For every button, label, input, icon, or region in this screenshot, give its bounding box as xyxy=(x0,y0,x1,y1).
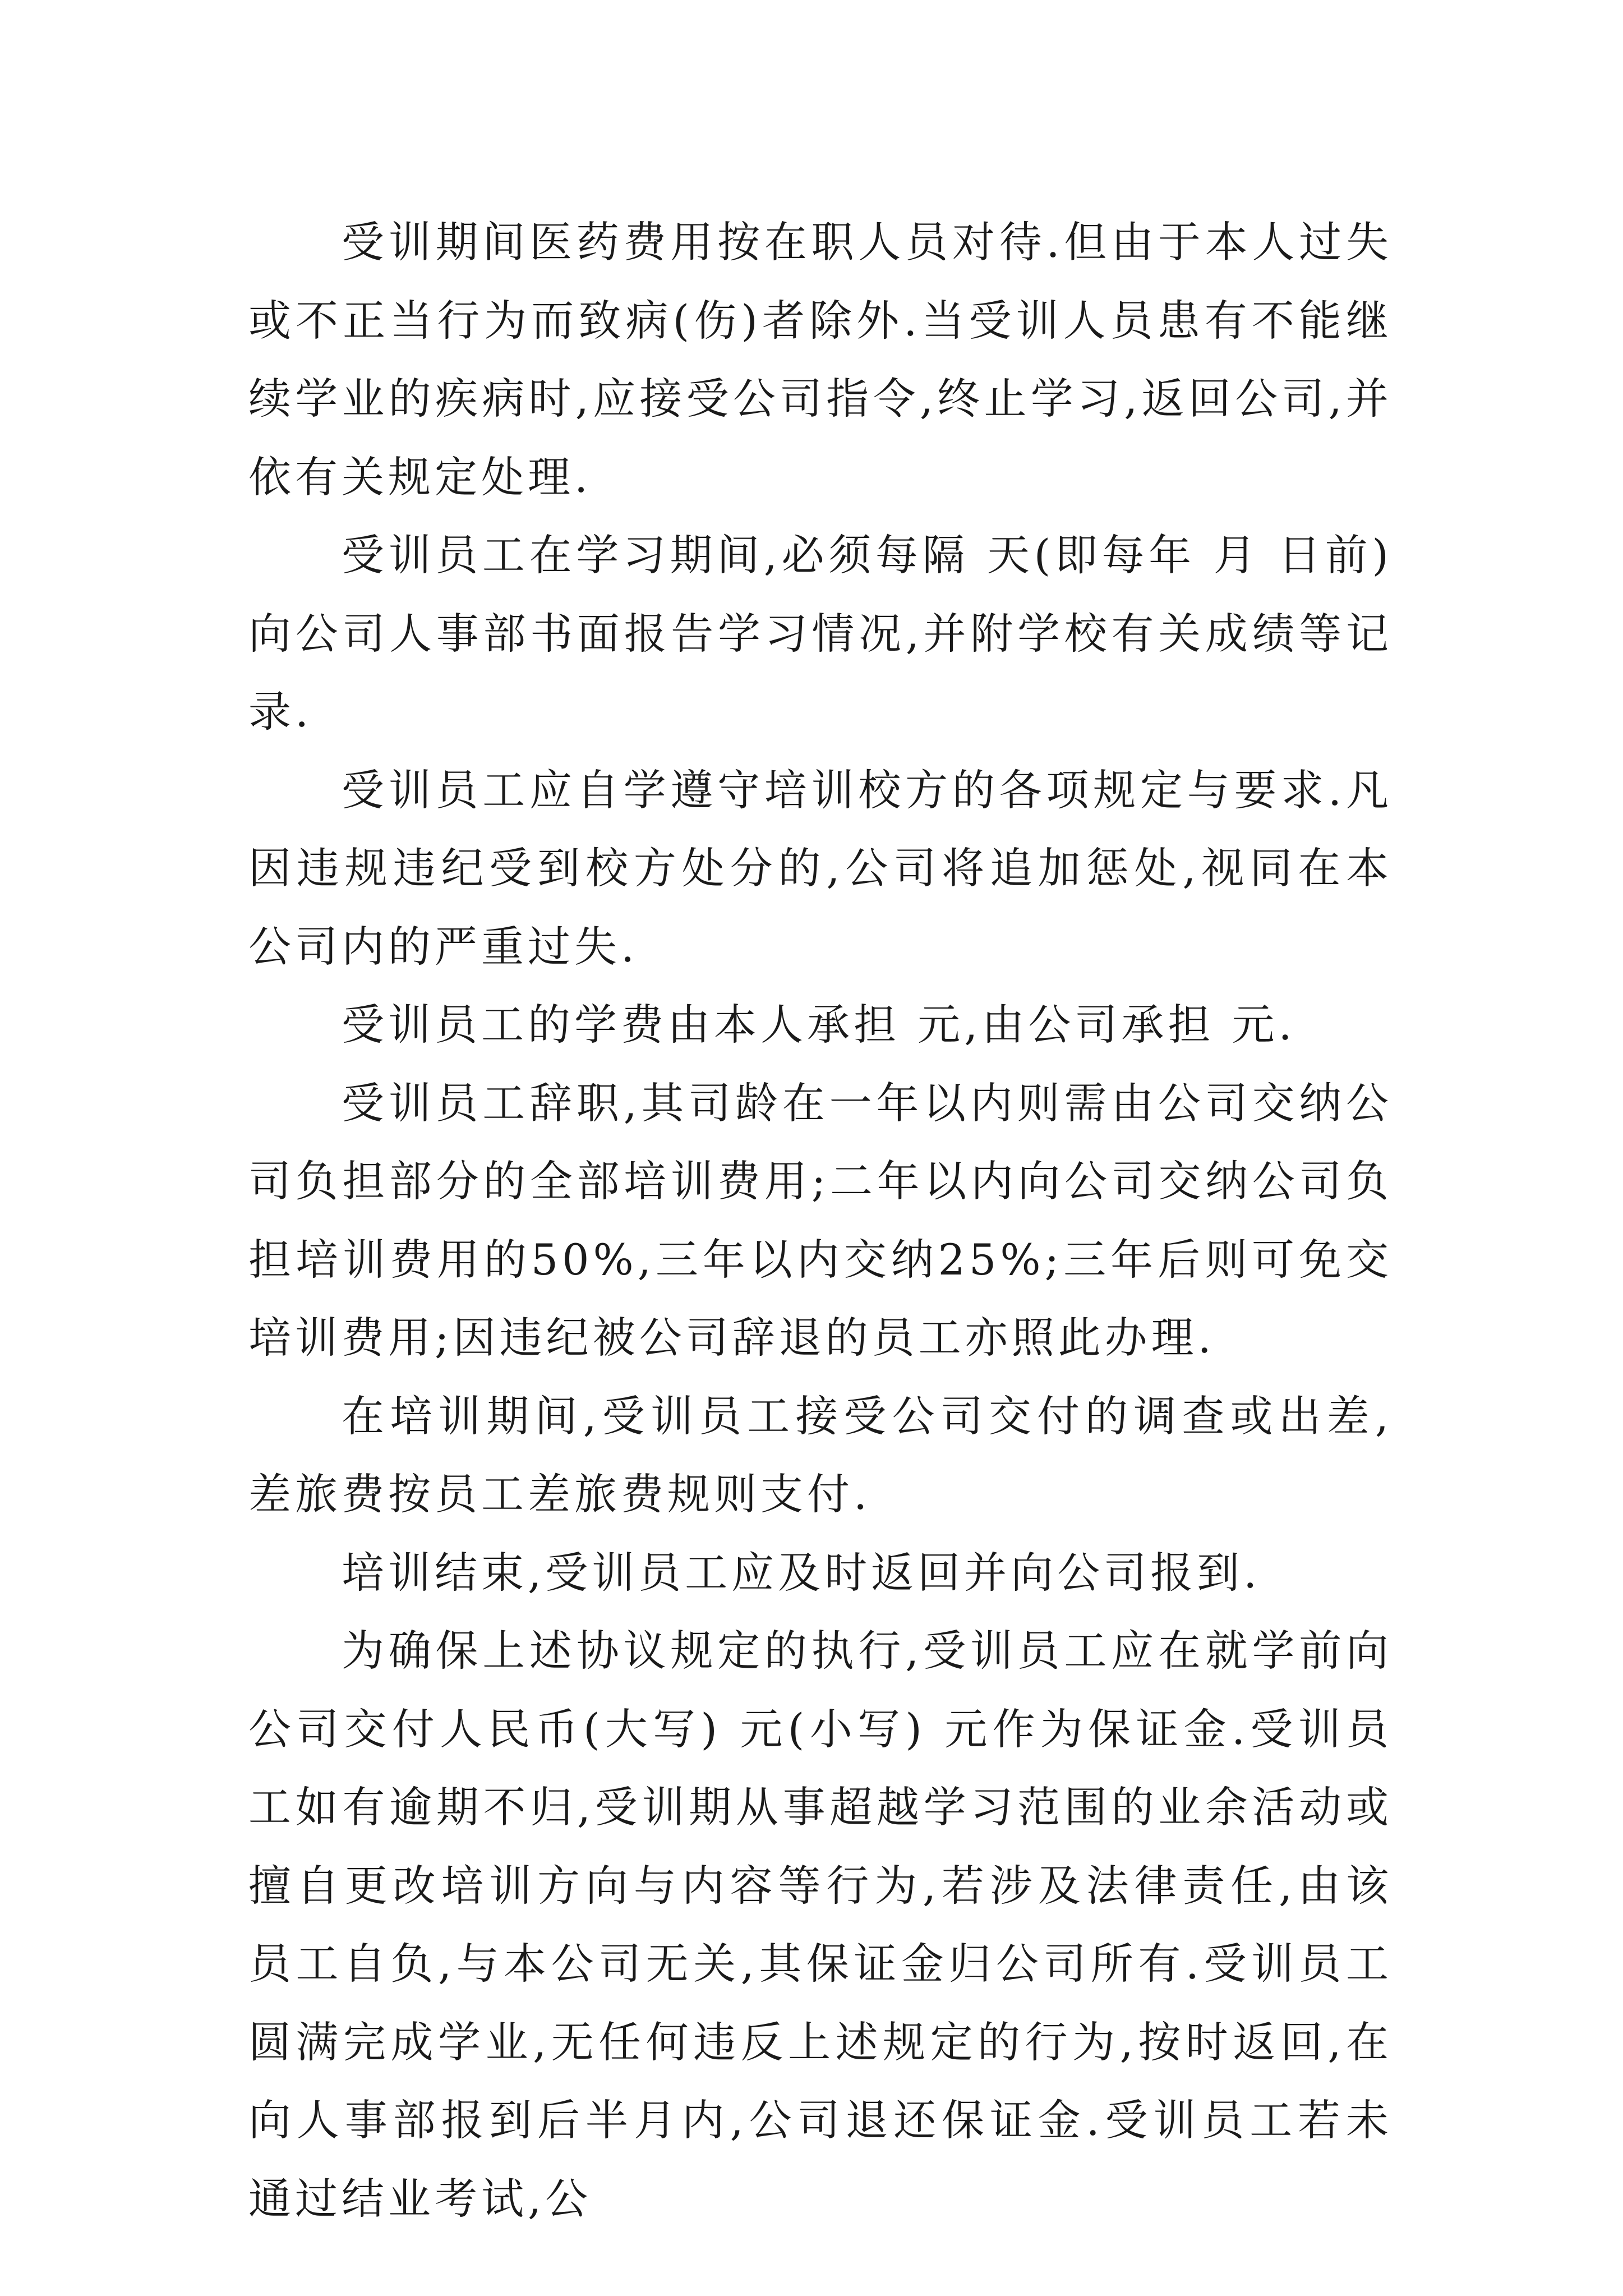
paragraph-tuition-split: 受训员工的学费由本人承担 元,由公司承担 元. xyxy=(342,1000,1296,1050)
paragraph-school-rules: 受训员工应自学遵守培训校方的各项规定与要求.凡因违规违纪受到校方处分的,公司将追加惩处,视同在本公司内的严重过失. xyxy=(248,765,1393,972)
paragraph-business-travel: 在培训期间,受训员工接受公司交付的调查或出差,差旅费按员工差旅费规则支付. xyxy=(248,1391,1393,1519)
paragraph-deposit: 为确保上述协议规定的执行,受训员工应在就学前向公司交付人民币(大写) 元(小写) 元作为保证金.受训员工如有逾期不归,受训期从事超越学习范围的业余活动或擅自更改培训方向与内容等行为,若涉及法律责任,由该员工自负,与本公司无关,其保证金归公司所有.受训员工圆满完成学业,无任何违反上述规定的行为,按时返回,在向人事部报到后半月内,公司退还保证金.受训员工若未通过结业考试,公 xyxy=(248,1626,1393,2224)
document-body xyxy=(248,203,1393,2238)
paragraph-return-report: 培训结束,受训员工应及时返回并向公司报到. xyxy=(342,1547,1261,1598)
paragraph-medical-expenses: 受训期间医药费用按在职人员对待.但由于本人过失或不正当行为而致病(伤)者除外.当受训人员患有不能继续学业的疾病时,应接受公司指令,终止学习,返回公司,并依有关规定处理. xyxy=(248,217,1393,502)
paragraph-resignation-refund: 受训员工辞职,其司龄在一年以内则需由公司交纳公司负担部分的全部培训费用;二年以内向公司交纳公司负担培训费用的50%,三年以内交纳25%;三年后则可免交培训费用;因违纪被公司辞退的员工亦照此办理. xyxy=(248,1078,1393,1363)
paragraph-study-report: 受训员工在学习期间,必须每隔 天(即每年 月 日前)向公司人事部书面报告学习情况,并附学校有关成绩等记录. xyxy=(248,530,1393,737)
